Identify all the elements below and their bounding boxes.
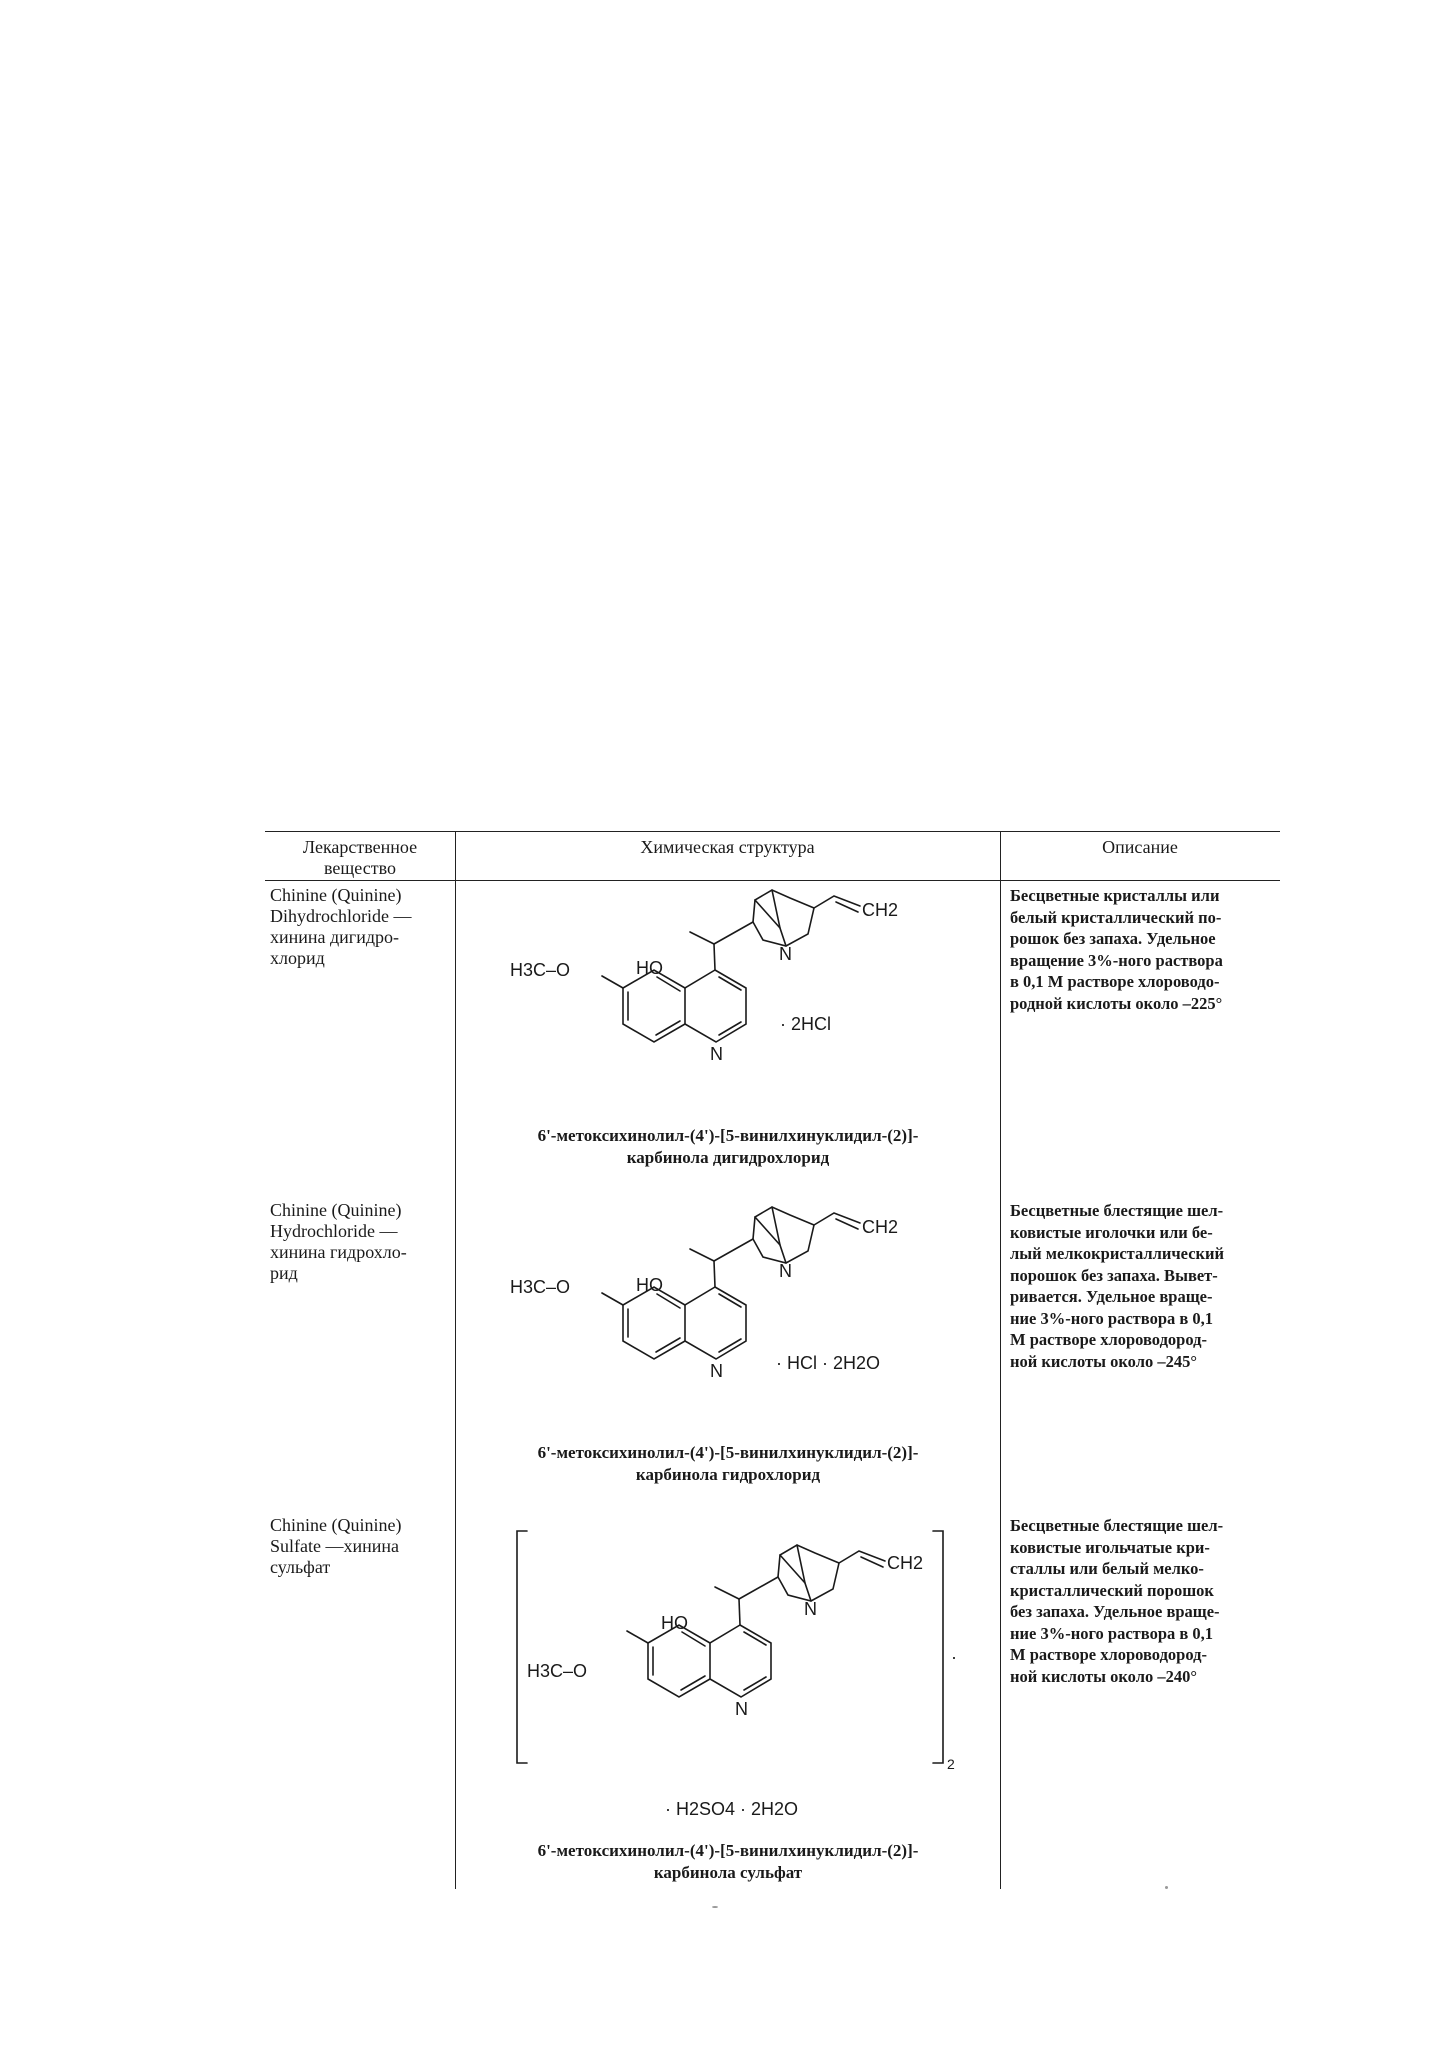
desc-line: родной кислоты около –225° [1010, 993, 1223, 1013]
structure-formula-sulfate [515, 1525, 965, 1825]
caption-line: 6'-метоксихинолил-(4')-[5-винилхинуклидил-(2)]- [537, 1841, 919, 1860]
iupac-name-dihydrochloride [478, 1125, 978, 1169]
salt-label: · 2HCl [780, 1014, 832, 1034]
name-line: хинина гидрохло- [270, 1242, 407, 1262]
header-structure: Химическая структура [640, 837, 815, 857]
desc-line: Бесцветные блестящие шел- [1010, 1201, 1224, 1220]
table-top-rule [265, 831, 1280, 832]
vinyl-ch2-label: CH2 [862, 1217, 899, 1237]
caption-line: 6'-метоксихинолил-(4')-[5-винилхинуклидил-(2)]- [537, 1126, 919, 1145]
description-hydrochloride [1010, 1200, 1280, 1372]
name-line: Dihydrochloride — [270, 906, 412, 926]
substance-name-sulfate [270, 1515, 450, 1578]
quinuclidine-nitrogen-label: N [779, 1261, 792, 1281]
name-line: рид [270, 1263, 298, 1283]
name-line: хинина дигидро- [270, 927, 399, 947]
column-divider-2 [1000, 831, 1001, 1889]
name-line: Chinine (Quinine) [270, 1200, 402, 1220]
desc-line: ние 3%-ного раствора в 0,1 [1010, 1623, 1214, 1643]
salt-label: · HCl · 2H2O [776, 1353, 881, 1373]
iupac-name-hydrochloride [478, 1442, 978, 1486]
substance-name-dihydrochloride [270, 885, 450, 969]
desc-line: Бесцветные блестящие шел- [1010, 1516, 1224, 1535]
quinine-structure-drawing [510, 1197, 940, 1437]
desc-line: сталлы или белый мелко- [1010, 1559, 1204, 1578]
name-line: Hydrochloride — [270, 1221, 398, 1241]
desc-line: ной кислоты около –245° [1010, 1351, 1197, 1371]
desc-line: рошок без запаха. Удельное [1010, 929, 1216, 948]
iupac-name-sulfate [478, 1840, 978, 1884]
ho-label: HO [636, 958, 663, 978]
name-line: Chinine (Quinine) [270, 885, 402, 905]
name-line: Sulfate —хинина [270, 1536, 400, 1556]
desc-line: М растворе хлороводород- [1010, 1330, 1207, 1349]
desc-line: кристаллический порошок [1010, 1580, 1214, 1600]
desc-line: без запаха. Удельное враще- [1010, 1602, 1220, 1621]
bracket-subscript-label: 2 [947, 1756, 955, 1772]
name-line: хлорид [270, 948, 325, 968]
desc-line: вращение 3%-ного раствора [1010, 950, 1223, 970]
caption-line: 6'-метоксихинолил-(4')-[5-винилхинуклидил-(2)]- [537, 1443, 919, 1462]
scan-speck [1165, 1886, 1168, 1889]
methoxy-label: H3C–O [527, 1661, 588, 1681]
name-line: Chinine (Quinine) [270, 1515, 402, 1535]
desc-line: ковистые иголочки или бе- [1010, 1222, 1213, 1242]
salt-label: · H2SO4 · 2H2O [665, 1799, 799, 1819]
ho-label: HO [636, 1275, 663, 1295]
desc-line: М растворе хлороводород- [1010, 1645, 1207, 1664]
caption-line: карбинола гидрохлорид [635, 1465, 821, 1484]
ho-label: HO [661, 1613, 688, 1633]
description-dihydrochloride [1010, 885, 1280, 1014]
caption-line: карбинола сульфат [653, 1863, 803, 1882]
vinyl-ch2-label: CH2 [887, 1553, 924, 1573]
desc-line: ной кислоты около –240° [1010, 1666, 1197, 1686]
structure-formula-dihydrochloride [510, 880, 910, 1120]
header-substance [265, 837, 455, 879]
name-line: сульфат [270, 1557, 331, 1577]
methoxy-label: H3C–O [510, 1277, 571, 1297]
header-description: Описание [1102, 837, 1178, 857]
methoxy-label: H3C–O [510, 960, 571, 980]
caption-line: карбинола дигидрохлорид [626, 1148, 830, 1167]
quinuclidine-nitrogen-label: N [804, 1599, 817, 1619]
desc-line: лый мелкокристаллический [1010, 1244, 1225, 1263]
column-divider-1 [455, 831, 456, 1889]
vinyl-ch2-label: CH2 [862, 900, 899, 920]
quinoline-nitrogen-label: N [710, 1361, 723, 1381]
desc-line: Бесцветные кристаллы или [1010, 886, 1220, 905]
description-sulfate [1010, 1515, 1280, 1687]
desc-line: белый кристаллический по- [1010, 907, 1222, 927]
desc-line: ковистые игольчатые кри- [1010, 1537, 1210, 1557]
quinine-structure-drawing [515, 1525, 965, 1825]
quinoline-nitrogen-label: N [735, 1699, 748, 1719]
quinine-structure-drawing [510, 880, 910, 1120]
quinoline-nitrogen-label: N [710, 1044, 723, 1064]
substance-name-hydrochloride [270, 1200, 450, 1284]
header-substance-line-1: Лекарственное [302, 837, 418, 857]
bracket-dot-label: · [951, 1647, 957, 1667]
desc-line: порошок без запаха. Вывет- [1010, 1265, 1218, 1285]
header-substance-line-2: вещество [324, 858, 396, 878]
scan-speck [712, 1906, 718, 1908]
desc-line: в 0,1 М растворе хлороводо- [1010, 972, 1220, 991]
structure-formula-hydrochloride [510, 1197, 940, 1437]
quinuclidine-nitrogen-label: N [779, 944, 792, 964]
desc-line: ривается. Удельное враще- [1010, 1287, 1213, 1306]
desc-line: ние 3%-ного раствора в 0,1 [1010, 1308, 1214, 1328]
